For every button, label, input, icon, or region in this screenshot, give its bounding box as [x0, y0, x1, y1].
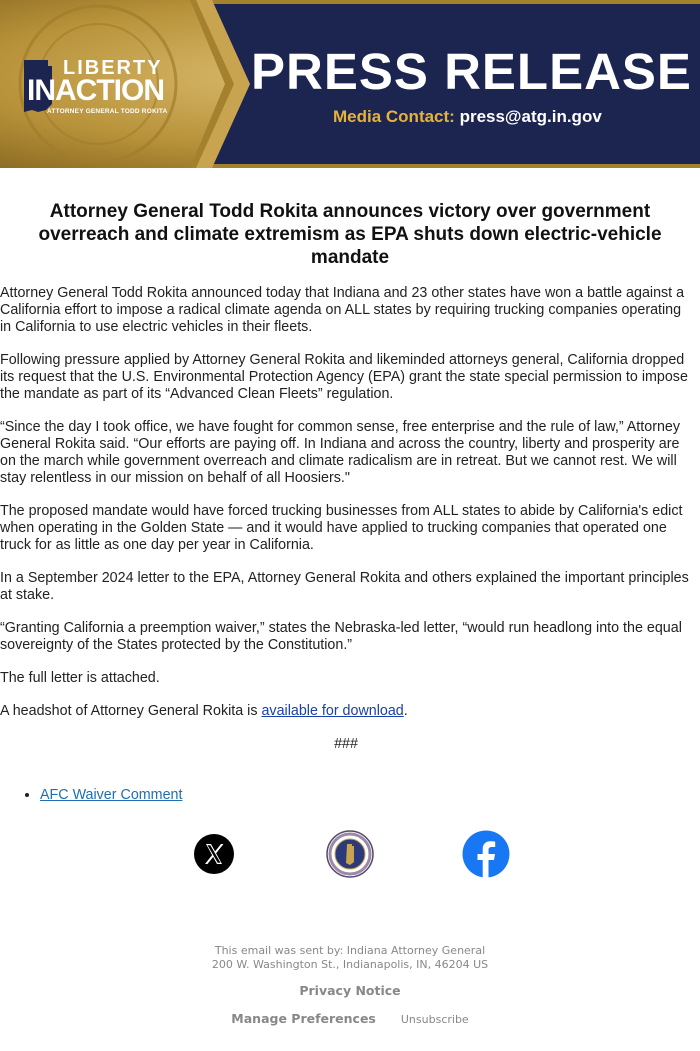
article-body: [0, 285, 692, 769]
manage-preferences-link[interactable]: Manage Preferences: [231, 1011, 376, 1026]
headline: Attorney General Todd Rokita announces victory over government overreach and climate extremism as EPA shuts down electric-vehicle mandate: [38, 201, 662, 268]
logo-in-text: IN: [27, 74, 55, 107]
x-icon[interactable]: [190, 830, 238, 878]
unsubscribe-link[interactable]: Unsubscribe: [400, 1013, 469, 1026]
banner-title: PRESS RELEASE: [251, 43, 692, 100]
paragraph: “Granting California a preemption waiver,” states the Nebraska-led letter, “would run headlong into the equal sovereignty of the States protected by the Constitution.”: [0, 620, 682, 653]
end-mark: ###: [334, 736, 358, 752]
footer-address: 200 W. Washington St., Indianapolis, IN, 46204 US: [211, 958, 489, 971]
footer-links: [0, 1011, 700, 1026]
paragraph: Following pressure applied by Attorney General Rokita and likeminded attorneys general, California dropped its request that the U.S. Environmental Protection Agency (EPA) grant the state special permission to impose the mandate as part of its “Advanced Clean Fleets” regulation.: [0, 352, 688, 402]
attachment-list: [22, 787, 182, 803]
logo-liberty-text: LIBERTY: [63, 57, 163, 79]
media-contact-label: Media Contact:: [333, 107, 460, 126]
seal-icon[interactable]: [326, 830, 374, 878]
paragraph: The proposed mandate would have forced trucking businesses from ALL states to abide by California's edict when operating in the Golden State — and it would have applied to trucking companies that operated one truck for as little as one day per year in California.: [0, 503, 683, 553]
headshot-prefix: A headshot of Attorney General Rokita is: [0, 703, 262, 719]
paragraph: The full letter is attached.: [0, 670, 160, 686]
download-headshot-link[interactable]: available for download: [261, 703, 404, 719]
logo-action-text: ACTION: [55, 74, 164, 107]
paragraph: “Since the day I took office, we have fought for common sense, free enterprise and the rule of law,” Attorney General Rokita said. “Our efforts are paying off. In Indiana and across the country, liberty and prosperity are on the march while government overreach and climate radicalism are in retreat. But we cannot rest. We will stay relentless in our mission on behalf of all Hoosiers.": [0, 419, 681, 486]
headshot-paragraph: [0, 703, 692, 720]
privacy-notice-link[interactable]: Privacy Notice: [299, 983, 401, 998]
press-release-banner: [0, 0, 700, 168]
paragraph: Attorney General Todd Rokita announced today that Indiana and 23 other states have won a battle against a California effort to impose a radical climate agenda on ALL states by requiring trucking companies operating in California to use electric vehicles in their fleets.: [0, 285, 685, 335]
logo-inaction-text: [27, 74, 164, 108]
facebook-icon[interactable]: [462, 830, 510, 878]
headshot-suffix: .: [403, 703, 408, 719]
attachment-link[interactable]: AFC Waiver Comment: [40, 787, 183, 803]
paragraph: In a September 2024 letter to the EPA, Attorney General Rokita and others explained the important principles at stake.: [0, 570, 689, 603]
list-item: [40, 787, 182, 803]
logo-subtitle: ATTORNEY GENERAL TODD ROKITA: [47, 108, 168, 115]
media-contact: [333, 107, 602, 127]
media-contact-email[interactable]: press@atg.in.gov: [459, 107, 602, 126]
footer-sent-by: This email was sent by: Indiana Attorney General: [214, 944, 486, 957]
